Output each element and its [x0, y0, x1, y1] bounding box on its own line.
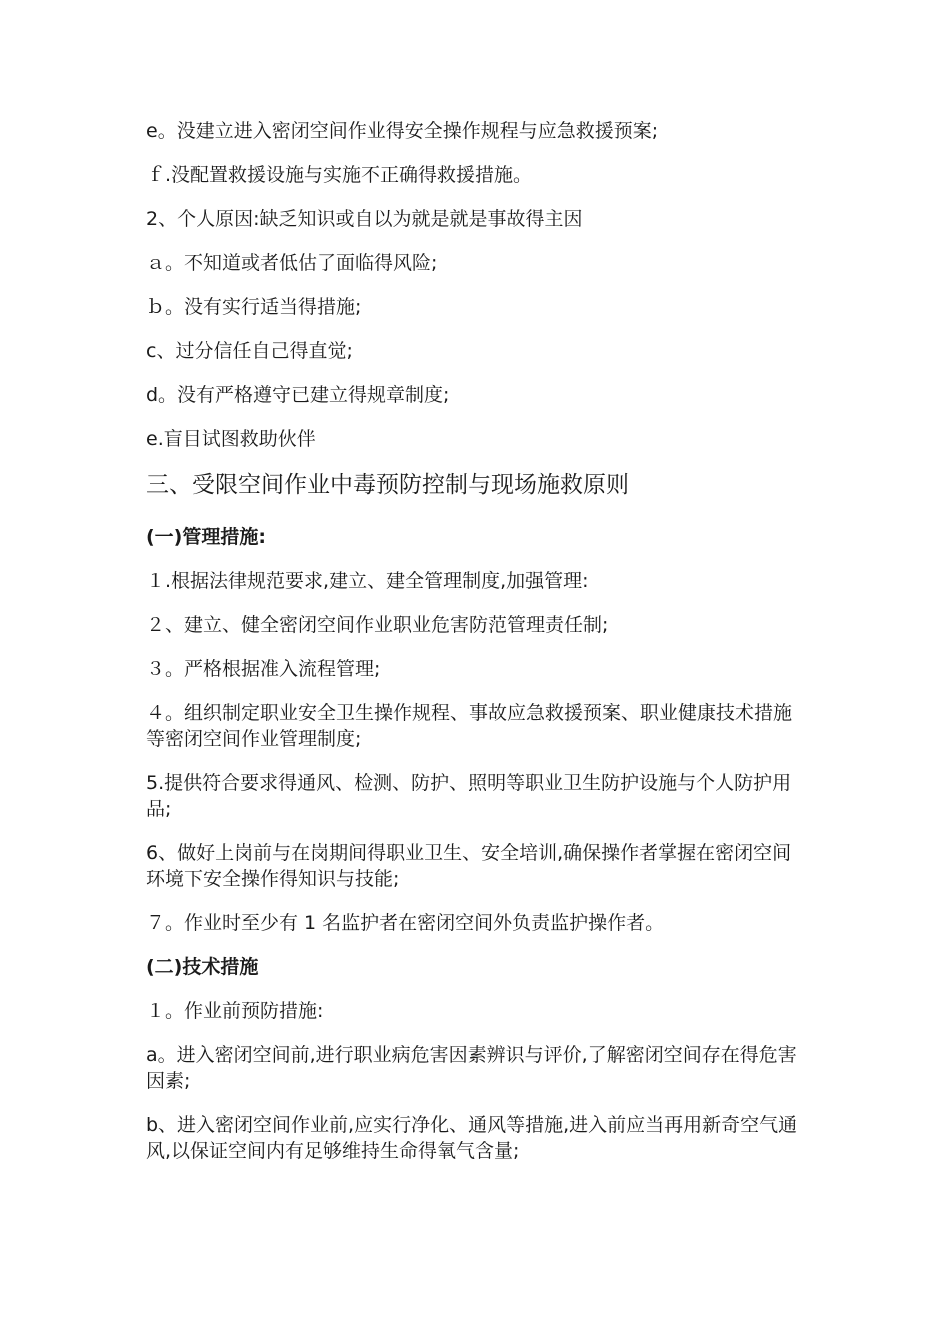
- management-item-6: 6、做好上岗前与在岗期间得职业卫生、安全培训,确保操作者掌握在密闭空间环境下安全操作得知识与技能;: [146, 842, 792, 890]
- technical-item-a: a。进入密闭空间前,进行职业病危害因素辨识与评价,了解密闭空间存在得危害因素;: [146, 1044, 797, 1092]
- management-item-7: ７。作业时至少有 1 名监护者在密闭空间外负责监护操作者。: [146, 912, 665, 934]
- management-measures-title: (一)管理措施:: [146, 526, 266, 548]
- management-item-5: 5.提供符合要求得通风、检测、防护、照明等职业卫生防护设施与个人防护用品;: [146, 772, 792, 820]
- paragraph-d-no-compliance: d。没有严格遵守已建立得规章制度;: [146, 384, 450, 406]
- management-item-3: ３。严格根据准入流程管理;: [146, 658, 381, 680]
- paragraph-personal-cause: 2、个人原因:缺乏知识或自以为就是就是事故得主因: [146, 208, 583, 230]
- technical-item-1: １。作业前预防措施:: [146, 1000, 324, 1022]
- paragraph-c-overtrust: c、过分信任自己得直觉;: [146, 340, 353, 362]
- paragraph-a-underestimate: ａ。不知道或者低估了面临得风险;: [146, 252, 438, 274]
- paragraph-e-no-rules: e。没建立进入密闭空间作业得安全操作规程与应急救援预案;: [146, 120, 659, 142]
- technical-item-b: b、进入密闭空间作业前,应实行净化、通风等措施,进入前应当再用新奇空气通风,以保证空间内有足够维持生命得氧气含量;: [146, 1114, 798, 1162]
- technical-measures-title: (二)技术措施: [146, 956, 259, 978]
- management-item-2: ２、建立、健全密闭空间作业职业危害防范管理责任制;: [146, 614, 609, 636]
- document-body: [146, 118, 806, 1182]
- paragraph-f-no-rescue: ｆ.没配置救援设施与实施不正确得救援措施。: [146, 164, 533, 186]
- management-item-1: １.根据法律规范要求,建立、建全管理制度,加强管理:: [146, 570, 589, 592]
- section-heading: 三、受限空间作业中毒预防控制与现场施救原则: [146, 472, 629, 498]
- management-item-4: ４。组织制定职业安全卫生操作规程、事故应急救援预案、职业健康技术措施等密闭空间作业管理制度;: [146, 702, 793, 750]
- paragraph-b-no-measures: ｂ。没有实行适当得措施;: [146, 296, 362, 318]
- paragraph-e-blind-rescue: e.盲目试图救助伙伴: [146, 428, 316, 450]
